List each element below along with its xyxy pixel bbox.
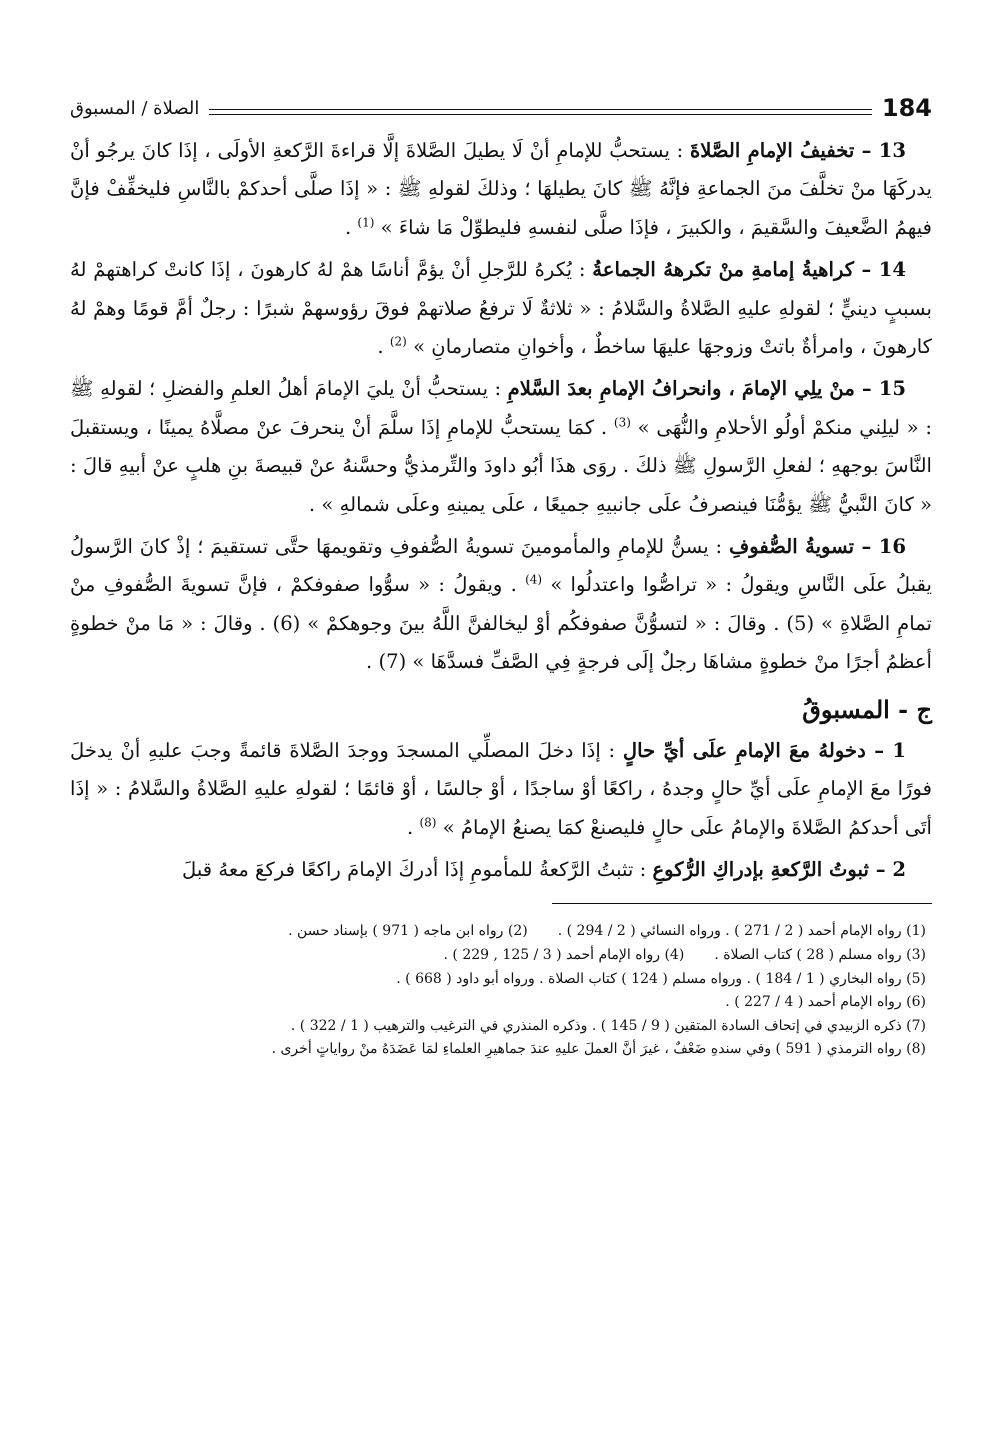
paragraph-lead: 14 – كراهيةُ إمامةِ منْ تكرههُ الجماعةُ: [592, 258, 906, 282]
paragraph-lead: 16 – تسويةُ الصُّفوفِ: [728, 535, 906, 559]
footnote-ref[interactable]: (8): [419, 814, 437, 829]
book-page: [70, 80, 932, 1062]
paragraph-tail: . كمَا يستحبُّ للإمامِ إذَا سلَّمَ أنْ ينحرفَ عنْ مصلَّاهُ يمينًا ، ويستقبلَ النَّاسَ بوجههِ ؛ لفعلِ الرَّسولِ ﷺ ذلكَ . روَى هذَا أبُو داودَ والتِّرمذيُّ وحسَّنهُ عنْ قبيصةَ بنِ هلبٍ عنْ أبيهِ قالَ : « كانَ النَّبيُّ ﷺ يؤمُّنَا فينصرفُ علَى جانبيهِ جميعًا ، علَى يمينهِ وعلَى شمالهِ » .: [70, 415, 932, 516]
paragraph-lead: 15 – منْ يلِي الإمامَ ، وانحرافُ الإمامِ بعدَ السَّلامِ: [507, 377, 906, 401]
paragraph-lead: 2 – ثبوتُ الرَّكعةِ بإدراكِ الرُّكوعِ: [652, 857, 906, 881]
footnote-row: [70, 944, 926, 968]
footnote-2: (2) رواه ابن ماجه ( 971 ) بإسناد حسن .: [288, 923, 528, 940]
footnote-divider: [552, 903, 932, 904]
footnote-1: (1) رواه الإمام أحمد ( 2 / 271 ) . ورواه النسائي ( 2 / 294 ) .: [557, 923, 926, 940]
paragraph-tail: . ويقولُ : « سوُّوا صفوفكمْ ، فإنَّ تسويةَ الصُّفوفِ منْ تمامِ الصَّلاةِ » (5) . وقالَ : « لتسوُّنَّ صفوفكُم أوْ ليخالفنَّ اللَّهُ بينَ وجوهكمْ » (6) . وقالَ : « مَا منْ خطوةٍ أعظمُ أجرًا منْ خطوةٍ مشاهَا رجلٌ إلَى فرجةٍ فِي الصَّفِّ فسدَّهَا » (7) .: [70, 573, 932, 674]
section-paragraph-2: [70, 851, 932, 889]
page-number: 184: [881, 94, 932, 122]
header-rule: [209, 109, 871, 115]
footnote-ref[interactable]: (4): [525, 572, 543, 587]
footnote-6: (6) رواه الإمام أحمد ( 4 / 227 ) .: [725, 994, 926, 1011]
footnote-row: [70, 920, 926, 944]
page-header: [70, 80, 932, 120]
paragraph-text: : يستحبُّ أنْ يليَ الإمامَ أهلُ العلمِ والفضلِ ؛ لقولهِ ﷺ : « ليلِني منكمْ أولُو الأحلامِ والنُّهَى »: [70, 377, 932, 439]
paragraph-15: [70, 370, 932, 524]
paragraph-text: : يُكرهُ للرَّجلِ أنْ يؤمَّ أناسًا همْ لهُ كارهونَ ، إذَا كانتْ كراهتهمْ لهُ بسببٍ دينيٍّ ؛ لقولهِ عليهِ الصَّلاةُ والسَّلامُ : « ثلاثةٌ لَا ترفعُ صلاتهمْ فوقَ رؤوسهمْ شبرًا : رجلٌ أمَّ قومًا وهمْ لهُ كارهونَ ، وامرأةٌ باتتْ وزوجهَا عليهَا ساخطٌ ، وأخوانِ متصارمانِ »: [70, 258, 932, 359]
paragraph-13: [70, 132, 932, 247]
body-text: [70, 132, 932, 889]
paragraph-text: : تثبتُ الرَّكعةُ للمأمومِ إذَا أدركَ الإمامَ راكعًا فركعَ معهُ قبلَ: [182, 857, 653, 881]
paragraph-tail: .: [406, 815, 420, 839]
footnote-ref[interactable]: (2): [389, 334, 407, 349]
footnote-7: (7) ذكره الزبيدي في إتحاف السادة المتقين ( 9 / 145 ) . وذكره المنذري في الترغيب والترهيب ( 1 / 322 ) .: [290, 1017, 926, 1034]
paragraph-14: [70, 251, 932, 366]
running-title: الصلاة / المسبوق: [70, 98, 200, 119]
paragraph-text: : يستحبُّ للإمامِ أنْ لَا يطيلَ الصَّلاةَ إلَّا قراءةَ الرَّكعةِ الأولَى ، إذَا كانَ يرجُو أنْ يدركَهَا منْ تخلَّفَ منَ الجماعةِ فإنَّهُ ﷺ كانَ يطيلهَا ؛ وذلكَ لقولهِ ﷺ : « إذَا صلَّى أحدكمْ بالنَّاسِ فليخفِّفْ فإنَّ فيهمُ الضَّعيفَ والسَّقيمَ ، والكبيرَ ، فإذَا صلَّى لنفسهِ فليطوِّلْ مَا شاءَ »: [70, 139, 932, 239]
section-paragraph-1: [70, 732, 932, 847]
paragraph-lead: 13 – تخفيفُ الإمامِ الصَّلاةَ: [689, 139, 906, 162]
paragraph-lead: 1 – دخولهُ معَ الإمامِ علَى أيِّ حالٍ: [622, 738, 906, 762]
footnote-8: (8) رواه الترمذي ( 591 ) وفي سندهِ ضَعْفٌ ، غيرَ أنَّ العملَ عليهِ عندَ جماهيرِ العلماءِ لمَا عَضَدَهُ منْ رواياتٍ أخرى .: [271, 1041, 926, 1058]
footnote-3: (3) رواه مسلم ( 28 ) كتاب الصلاة .: [714, 946, 926, 963]
footnote-4: (4) رواه الإمام أحمد ( 3 / 125 , 229 ) .: [443, 946, 685, 963]
section-heading: ج - المسبوقُ: [802, 694, 932, 724]
footnote-ref[interactable]: (3): [613, 415, 631, 430]
footnotes: [70, 920, 932, 1062]
paragraph-16: [70, 528, 932, 682]
paragraph-tail: .: [344, 215, 358, 239]
paragraph-tail: .: [377, 335, 390, 359]
footnote-5: (5) رواه البخاري ( 1 / 184 ) . ورواه مسلم ( 124 ) كتاب الصلاة . ورواه أبو داود ( 668 ) .: [396, 970, 926, 987]
paragraph-text: : يسنُّ للإمامِ والمأمومينَ تسويةُ الصُّفوفِ وتقويمهَا حتَّى تستقيمَ ؛ إذْ كانَ الرَّسولُ يقبلُ علَى النَّاسِ ويقولُ : « تراصُّوا واعتدلُوا »: [70, 535, 932, 597]
paragraph-text: : إذَا دخلَ المصلِّي المسجدَ ووجدَ الصَّلاةَ قائمةً وجبَ عليهِ أنْ يدخلَ فورًا معَ الإمامِ علَى أيِّ حالٍ وجدهُ ، راكعًا أوْ ساجدًا ، أوْ جالسًا ، أوْ قائمًا ؛ لقولهِ عليهِ الصَّلاةُ والسَّلامُ : « إذَا أتَى أحدكمُ الصَّلاةَ والإمامُ علَى حالٍ فليصنعْ كمَا يصنعُ الإمامُ »: [70, 738, 932, 839]
footnote-ref[interactable]: (1): [357, 215, 375, 230]
